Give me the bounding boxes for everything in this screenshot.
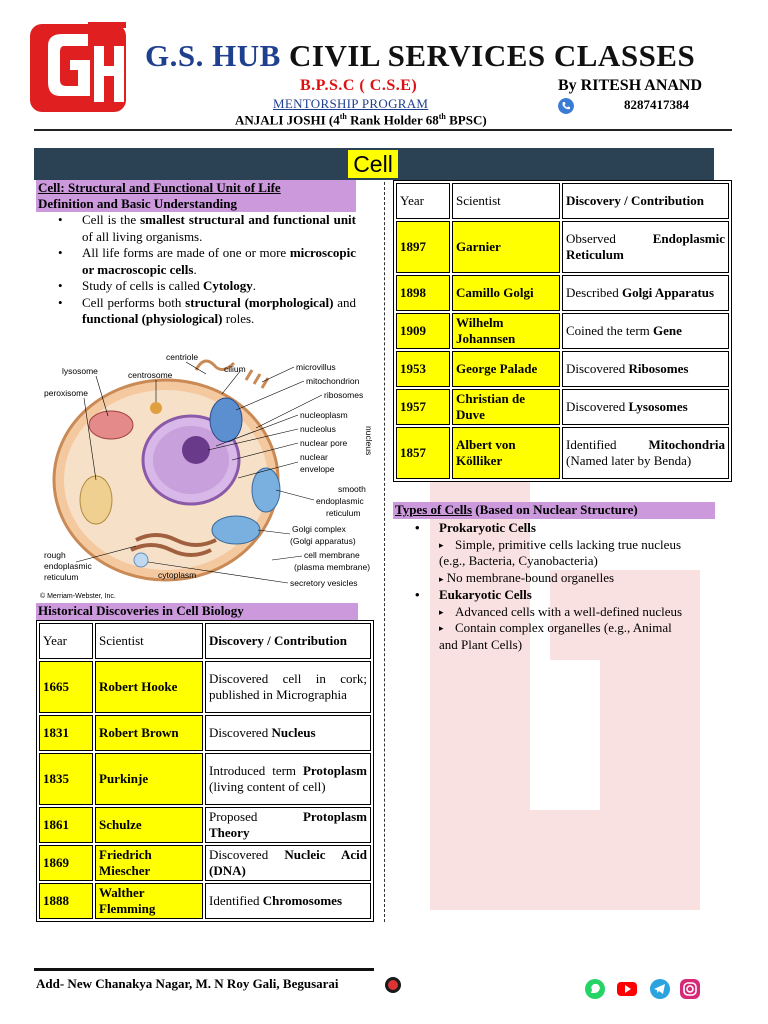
label-rough-er: endoplasmic <box>44 561 92 571</box>
table-row <box>39 661 371 713</box>
col-year-header: Year <box>39 623 93 659</box>
intro-bullets <box>36 212 356 328</box>
program-label: MENTORSHIP PROGRAM <box>273 96 429 111</box>
brand-title: G.S. HUB CIVIL SERVICES CLASSES <box>145 38 696 73</box>
historical-heading: Historical Discoveries in Cell Biology <box>36 603 358 620</box>
table-row <box>39 883 371 919</box>
author-byline: By RITESH ANAND <box>558 77 703 94</box>
cell-scientist: George Palade <box>452 351 560 387</box>
cell-discovery: Discovered Nucleic Acid (DNA) <box>205 845 371 881</box>
label-rough: rough <box>44 550 66 560</box>
label-smooth: smooth <box>338 484 366 494</box>
table-row <box>396 221 729 273</box>
label-plasma-membrane: (plasma membrane) <box>294 562 371 572</box>
cell-scientist: Robert Hooke <box>95 661 203 713</box>
cell-scientist: Walther Flemming <box>95 883 203 919</box>
list-item: • All life forms are made of one or more microscopic or macroscopic cells. <box>36 245 356 278</box>
label-endoplasmic: endoplasmic <box>316 496 364 506</box>
telegram-icon[interactable] <box>649 978 671 1000</box>
table-row <box>39 715 371 751</box>
cell-year: 1909 <box>396 313 450 349</box>
exam-label: B.P.S.C ( C.S.E) <box>300 77 418 94</box>
cell-discovery: Introduced term Protoplasm (living content of cell) <box>205 753 371 805</box>
list-item: • Study of cells is called Cytology. <box>36 278 356 295</box>
cell-year: 1835 <box>39 753 93 805</box>
label-mitochondrion: mitochondrion <box>306 376 360 386</box>
organelle-table <box>393 180 732 482</box>
cell-discovery: Described Golgi Apparatus <box>562 275 729 311</box>
topper-line: ANJALI JOSHI (4th Rank Holder 68th BPSC) <box>235 112 487 128</box>
footer-address: Add- New Chanakya Nagar, M. N Roy Gali, Begusarai <box>36 976 339 991</box>
header-divider <box>34 129 732 131</box>
cell-discovery: Coined the term Gene <box>562 313 729 349</box>
cell-scientist: Albert von Kölliker <box>452 427 560 479</box>
label-nuclear-pore: nuclear pore <box>300 438 348 448</box>
table-row <box>39 845 371 881</box>
label-centriole: centriole <box>166 352 199 362</box>
cell-year: 1869 <box>39 845 93 881</box>
list-item: • Eukaryotic Cells <box>415 587 532 602</box>
label-centrosome: centrosome <box>128 370 173 380</box>
list-item: • Cell is the smallest structural and functional unit of all living organisms. <box>36 212 356 245</box>
types-heading: Types of Cells (Based on Nuclear Structure) <box>393 502 715 519</box>
list-item: ▸ Advanced cells with a well-defined nucleus <box>439 603 683 619</box>
cell-discovery: Identified Chromosomes <box>205 883 371 919</box>
list-item: ▸ Simple, primitive cells lacking true nucleus (e.g., Bacteria, Cyanobacteria) <box>439 536 682 568</box>
cell-year: 1897 <box>396 221 450 273</box>
whatsapp-icon[interactable] <box>584 978 606 1000</box>
label-nucleoplasm: nucleoplasm <box>300 410 348 420</box>
cell-year: 1665 <box>39 661 93 713</box>
table-row <box>396 275 729 311</box>
cell-year: 1857 <box>396 427 450 479</box>
cell-scientist: Schulze <box>95 807 203 843</box>
phone-icon <box>558 98 574 114</box>
cell-diagram <box>36 350 376 600</box>
cell-scientist: Purkinje <box>95 753 203 805</box>
cell-scientist: Robert Brown <box>95 715 203 751</box>
logo-icon <box>28 16 132 116</box>
intro-heading: Cell: Structural and Functional Unit of Life Definition and Basic Understanding <box>36 180 356 212</box>
list-item: • Prokaryotic Cells <box>415 520 536 535</box>
footer-divider <box>34 968 374 971</box>
label-lysosome: lysosome <box>62 366 98 376</box>
cell-discovery: Discovered Nucleus <box>205 715 371 751</box>
label-golgi-apparatus: (Golgi apparatus) <box>290 536 356 546</box>
table-row <box>39 753 371 805</box>
label-rough-reticulum: reticulum <box>44 572 79 582</box>
cell-scientist: Garnier <box>452 221 560 273</box>
table-header-row <box>396 183 729 219</box>
table-row <box>39 807 371 843</box>
col-discovery-header: Discovery / Contribution <box>205 623 371 659</box>
list-item: • Cell performs both structural (morphological) and functional (physiological) roles. <box>36 295 356 328</box>
label-nucleolus: nucleolus <box>300 424 336 434</box>
youtube-icon[interactable] <box>616 978 638 1000</box>
instagram-icon[interactable] <box>679 978 701 1000</box>
col-scientist-header: Scientist <box>95 623 203 659</box>
badge-icon <box>384 976 402 994</box>
label-cell-membrane: cell membrane <box>304 550 360 560</box>
col-discovery-header: Discovery / Contribution <box>562 183 729 219</box>
label-peroxisome: peroxisome <box>44 388 88 398</box>
cell-discovery: Identified Mitochondria (Named later by Benda) <box>562 427 729 479</box>
cell-year: 1957 <box>396 389 450 425</box>
cell-scientist: Wilhelm Johannsen <box>452 313 560 349</box>
table-row <box>396 313 729 349</box>
cell-year: 1861 <box>39 807 93 843</box>
cell-discovery: Observed Endoplasmic Reticulum <box>562 221 729 273</box>
label-cilium: cilium <box>224 364 246 374</box>
label-reticulum: reticulum <box>326 508 361 518</box>
cell-year: 1831 <box>39 715 93 751</box>
cell-scientist: Christian de Duve <box>452 389 560 425</box>
list-item: ▸ Contain complex organelles (e.g., Animal and Plant Cells) <box>439 620 672 652</box>
label-secretory-vesicles: secretory vesicles <box>290 578 358 588</box>
cell-year: 1898 <box>396 275 450 311</box>
label-microvillus: microvillus <box>296 362 336 372</box>
phone-number: 8287417384 <box>624 97 689 112</box>
cell-discovery: Discovered cell in cork; published in Micrographia <box>205 661 371 713</box>
cell-discovery: Discovered Ribosomes <box>562 351 729 387</box>
cell-discovery: Proposed Protoplasm Theory <box>205 807 371 843</box>
diagram-copyright: © Merriam-Webster, Inc. <box>40 593 116 600</box>
historical-table <box>36 620 374 922</box>
label-envelope: envelope <box>300 464 335 474</box>
label-nucleus: nucleus <box>364 426 374 456</box>
col-scientist-header: Scientist <box>452 183 560 219</box>
cell-year: 1888 <box>39 883 93 919</box>
label-ribosomes: ribosomes <box>324 390 364 400</box>
table-row <box>396 351 729 387</box>
table-header-row <box>39 623 371 659</box>
page-title: Cell <box>348 150 398 178</box>
label-nuclear: nuclear <box>300 452 328 462</box>
label-cytoplasm: cytoplasm <box>158 570 197 580</box>
list-item: ▸ No membrane-bound organelles <box>439 569 615 585</box>
cell-scientist: Friedrich Miescher <box>95 845 203 881</box>
table-row <box>396 427 729 479</box>
cell-year: 1953 <box>396 351 450 387</box>
cell-scientist: Camillo Golgi <box>452 275 560 311</box>
table-row <box>396 389 729 425</box>
label-golgi: Golgi complex <box>292 524 346 534</box>
column-divider <box>384 182 385 922</box>
cell-discovery: Discovered Lysosomes <box>562 389 729 425</box>
types-list <box>393 520 693 653</box>
col-year-header: Year <box>396 183 450 219</box>
